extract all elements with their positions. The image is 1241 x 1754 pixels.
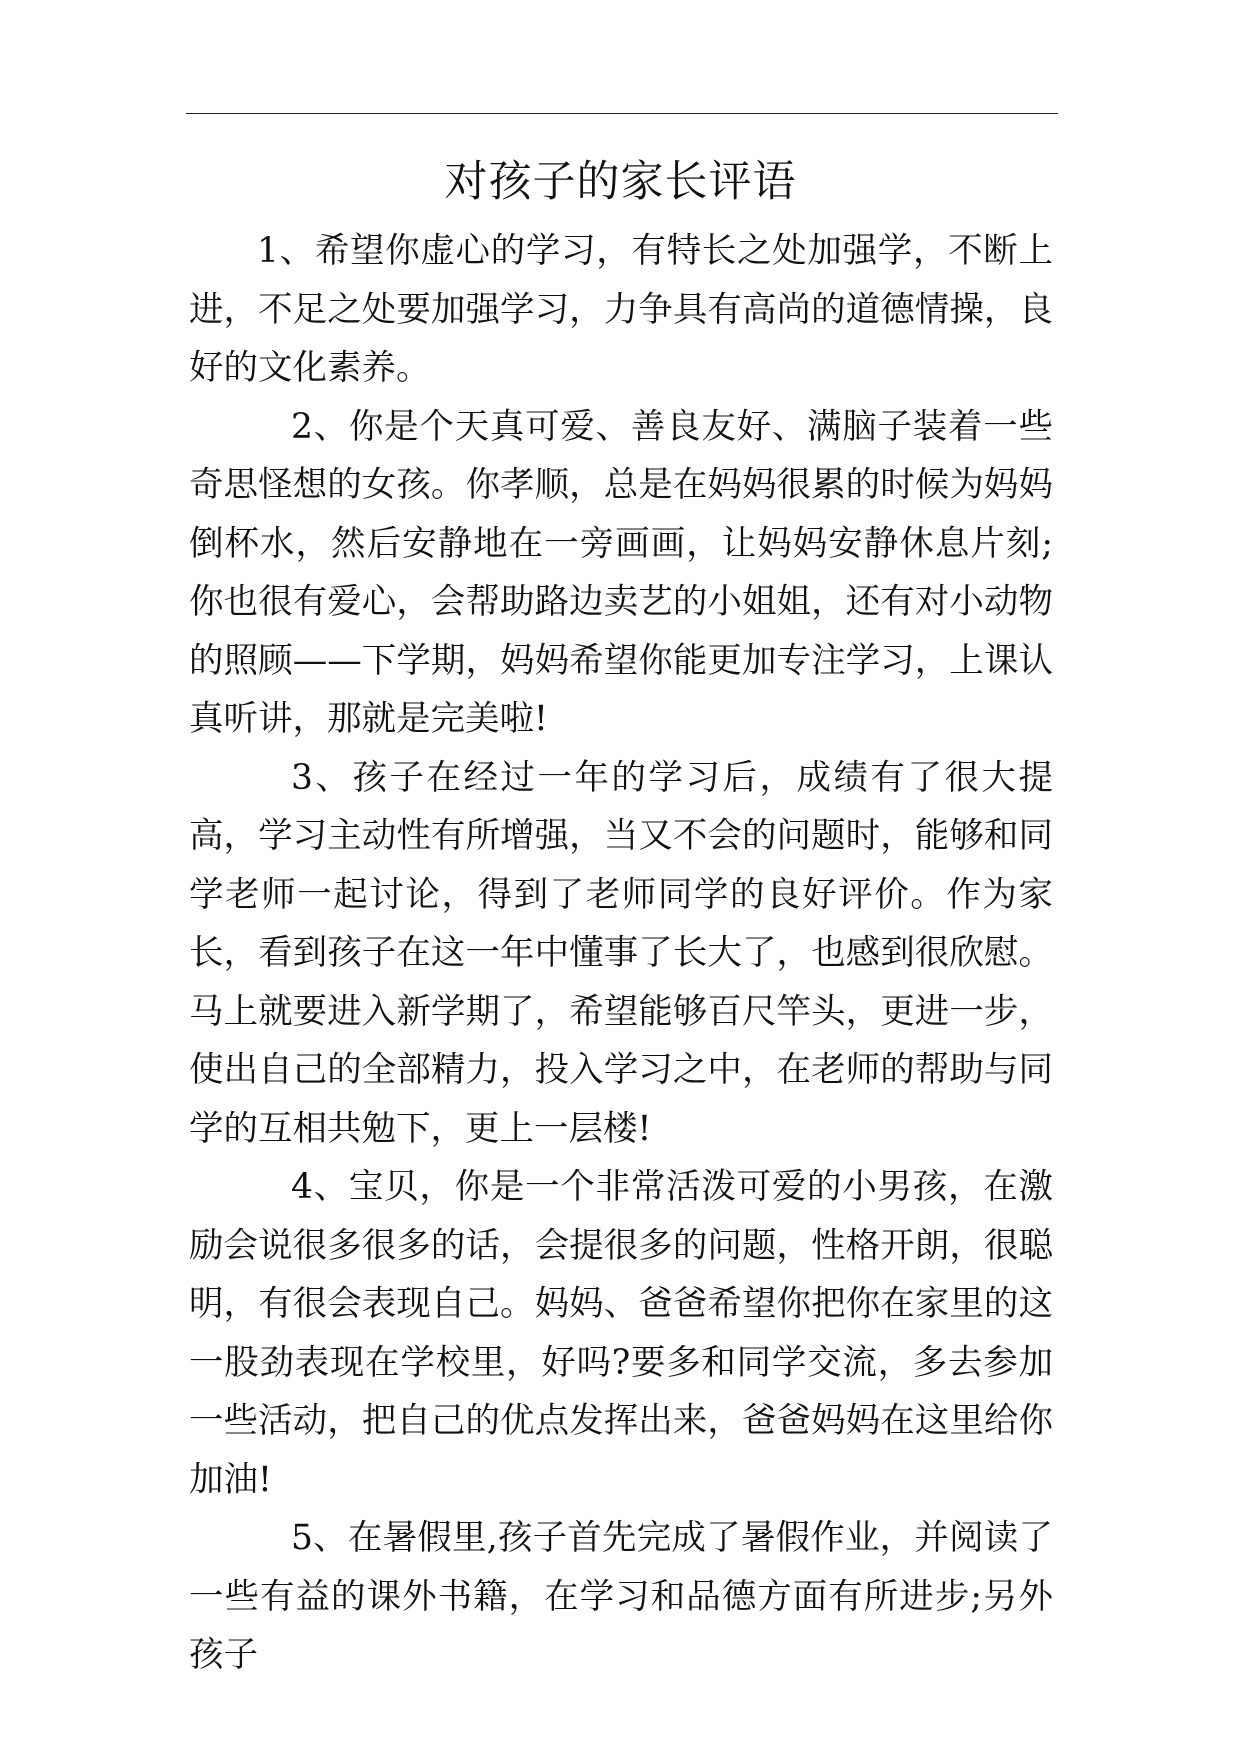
paragraph-4: 4、宝贝，你是一个非常活泼可爱的小男孩，在激励会说很多很多的话，会提很多的问题，性格开朗，很聪明，有很会表现自己。妈妈、爸爸希望你把你在家里的这一股劲表现在学校里，好吗?要多和同学交流，多去参加一些活动，把自己的优点发挥出来，爸爸妈妈在这里给你加油! [189, 1167, 1053, 1500]
paragraph-2: 2、你是个天真可爱、善良友好、满脑子装着一些奇思怪想的女孩。你孝顺，总是在妈妈很累的时候为妈妈倒杯水，然后安静地在一旁画画，让妈妈安静休息片刻;你也很有爱心，会帮助路边卖艺的小姐姐，还有对小动物的照顾——下学期，妈妈希望你能更加专注学习，上课认真听讲，那就是完美啦! [189, 406, 1053, 739]
paragraph-5: 5、在暑假里,孩子首先完成了暑假作业，并阅读了一些有益的课外书籍，在学习和品德方面有所进步;另外孩子 [189, 1518, 1053, 1675]
paragraph-3: 3、孩子在经过一年的学习后，成绩有了很大提高，学习主动性有所增强，当又不会的问题时，能够和同学老师一起讨论，得到了老师同学的良好评价。作为家长，看到孩子在这一年中懂事了长大了，也感到很欣慰。马上就要进入新学期了，希望能够百尺竿头，更进一步，使出自己的全部精力，投入学习之中，在老师的帮助与同学的互相共勉下，更上一层楼! [189, 757, 1053, 1149]
paragraph-1: 1、希望你虚心的学习，有特长之处加强学，不断上进，不足之处要加强学习，力争具有高尚的道德情操，良好的文化素养。 [189, 231, 1053, 388]
header-rule [186, 113, 1058, 114]
document-title: 对孩子的家长评语 [444, 157, 797, 207]
document-body [189, 222, 1053, 1685]
